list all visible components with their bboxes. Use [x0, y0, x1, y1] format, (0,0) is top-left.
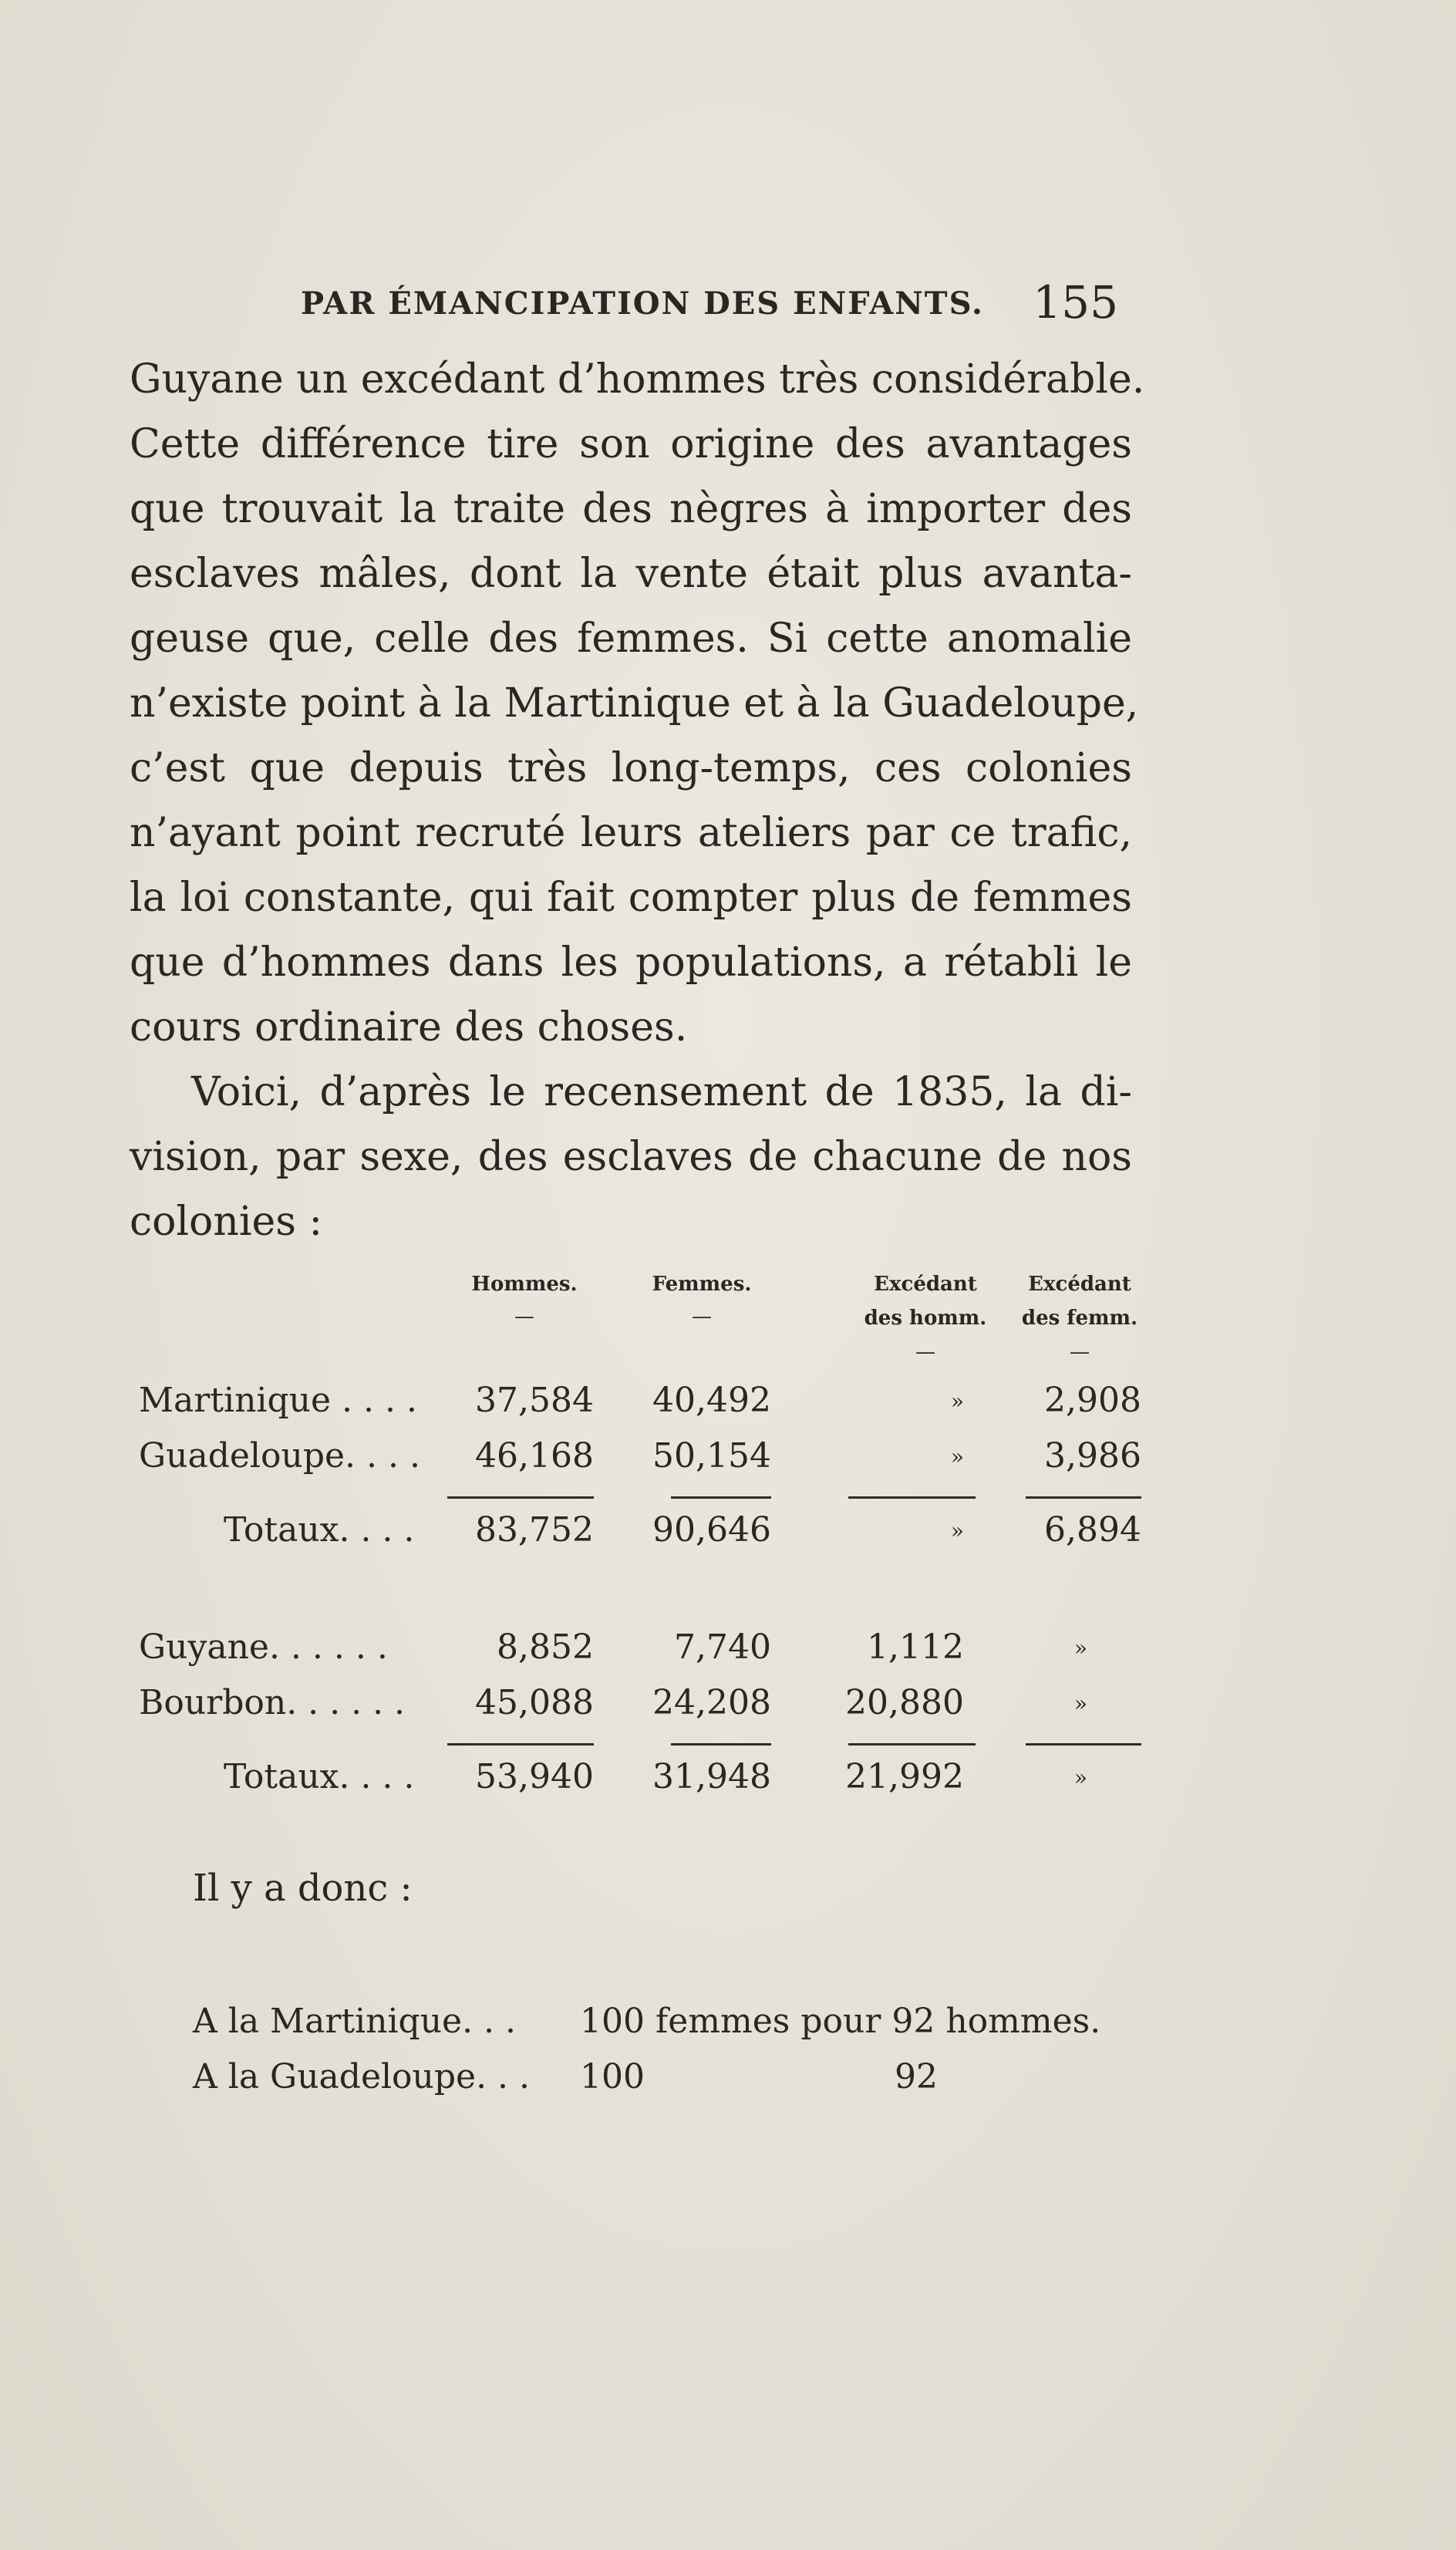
- total-hommes: 53,940: [475, 1757, 594, 1796]
- total-excedant-hommes: »: [950, 1518, 964, 1543]
- body-text: [130, 347, 1145, 1254]
- text-line: vision, par sexe, des esclaves de chacune de nos: [130, 1134, 1132, 1180]
- row-label: Guadeloupe. . . .: [139, 1436, 420, 1476]
- text-line: que trouvait la traite des nègres à importer des: [130, 486, 1132, 532]
- running-header: [301, 276, 1118, 333]
- total-excedant-hommes: 21,992: [845, 1757, 964, 1796]
- row-label: Martinique . . . .: [139, 1381, 417, 1420]
- text-line: que d’hommes dans les populations, a rétabli le: [130, 939, 1132, 986]
- text-line: Guyane un excédant d’hommes très considérable.: [130, 356, 1145, 403]
- cell-excedant-femmes: 3,986: [1044, 1436, 1141, 1476]
- ratio-text: 100 femmes pour 92 hommes.: [580, 2002, 1101, 2041]
- total-label: Totaux. . . .: [224, 1510, 415, 1550]
- cell-femmes: 40,492: [652, 1381, 771, 1420]
- cell-excedant-femmes: »: [1073, 1691, 1087, 1716]
- header-excedant-hommes: Excédant: [874, 1273, 977, 1296]
- page-number: 155: [1033, 276, 1118, 329]
- total-hommes: 83,752: [475, 1510, 594, 1550]
- total-excedant-femmes: 6,894: [1044, 1510, 1141, 1550]
- header-dash: —: [514, 1305, 534, 1328]
- cell-hommes: 8,852: [497, 1627, 594, 1667]
- cell-excedant-hommes: »: [950, 1444, 964, 1469]
- header-hommes: Hommes.: [471, 1273, 578, 1296]
- row-label: Guyane. . . . . .: [139, 1627, 388, 1667]
- header-femmes: Femmes.: [652, 1273, 752, 1296]
- cell-excedant-hommes: 20,880: [845, 1683, 964, 1722]
- text-line: esclaves mâles, dont la vente était plus avanta-: [130, 551, 1132, 597]
- total-femmes: 90,646: [652, 1510, 771, 1550]
- sum-rule: [848, 1496, 976, 1499]
- total-excedant-femmes: »: [1073, 1765, 1087, 1790]
- text-line: la loi constante, qui fait compter plus de femmes: [130, 875, 1132, 921]
- ratio-place: A la Guadeloupe. . .: [193, 2057, 531, 2096]
- cell-excedant-hommes: »: [950, 1388, 964, 1414]
- total-label: Totaux. . . .: [224, 1757, 415, 1796]
- text-line: cours ordinaire des choses.: [130, 1004, 688, 1051]
- sum-rule: [447, 1743, 594, 1746]
- ratio-place: A la Martinique. . .: [193, 2002, 517, 2041]
- header-title: PAR ÉMANCIPATION DES ENFANTS.: [301, 285, 984, 322]
- header-excedant-femmes: Excédant: [1028, 1273, 1131, 1296]
- text-line: n’existe point à la Martinique et à la Guadeloupe,: [130, 680, 1139, 727]
- text-line: Voici, d’après le recensement de 1835, la di-: [191, 1069, 1132, 1115]
- cell-hommes: 37,584: [475, 1381, 594, 1420]
- sum-rule: [1026, 1743, 1141, 1746]
- cell-hommes: 45,088: [475, 1683, 594, 1722]
- cell-hommes: 46,168: [475, 1436, 594, 1476]
- text-line: n’ayant point recruté leurs ateliers par ce trafic,: [130, 810, 1132, 856]
- sum-rule: [447, 1496, 594, 1499]
- text-line: colonies :: [130, 1199, 322, 1245]
- header-dash: —: [1070, 1341, 1090, 1364]
- cell-excedant-femmes: 2,908: [1044, 1381, 1141, 1420]
- total-femmes: 31,948: [652, 1757, 771, 1796]
- sum-rule: [671, 1743, 771, 1746]
- cell-femmes: 24,208: [652, 1683, 771, 1722]
- header-excedant-femmes-sub: des femm.: [1021, 1307, 1138, 1330]
- header-dash: —: [692, 1305, 712, 1328]
- ratio-hommes: 92: [895, 2057, 938, 2096]
- cell-femmes: 50,154: [652, 1436, 771, 1476]
- header-dash: —: [915, 1341, 935, 1364]
- cell-excedant-hommes: 1,112: [867, 1627, 964, 1667]
- population-table: [139, 1273, 1141, 1890]
- sum-rule: [671, 1496, 771, 1499]
- header-excedant-hommes-sub: des homm.: [864, 1307, 987, 1330]
- cell-excedant-femmes: »: [1073, 1635, 1087, 1661]
- cell-femmes: 7,740: [674, 1627, 771, 1667]
- sum-rule: [1026, 1496, 1141, 1499]
- text-line: c’est que depuis très long-temps, ces colonies: [130, 745, 1132, 791]
- text-line: geuse que, celle des femmes. Si cette anomalie: [130, 616, 1132, 662]
- text-line: Cette différence tire son origine des avantages: [130, 421, 1132, 467]
- row-label: Bourbon. . . . . .: [139, 1683, 406, 1722]
- sum-rule: [848, 1743, 976, 1746]
- ratio-femmes: 100: [580, 2057, 645, 2096]
- conclusion-text: Il y a donc :: [193, 1867, 413, 1910]
